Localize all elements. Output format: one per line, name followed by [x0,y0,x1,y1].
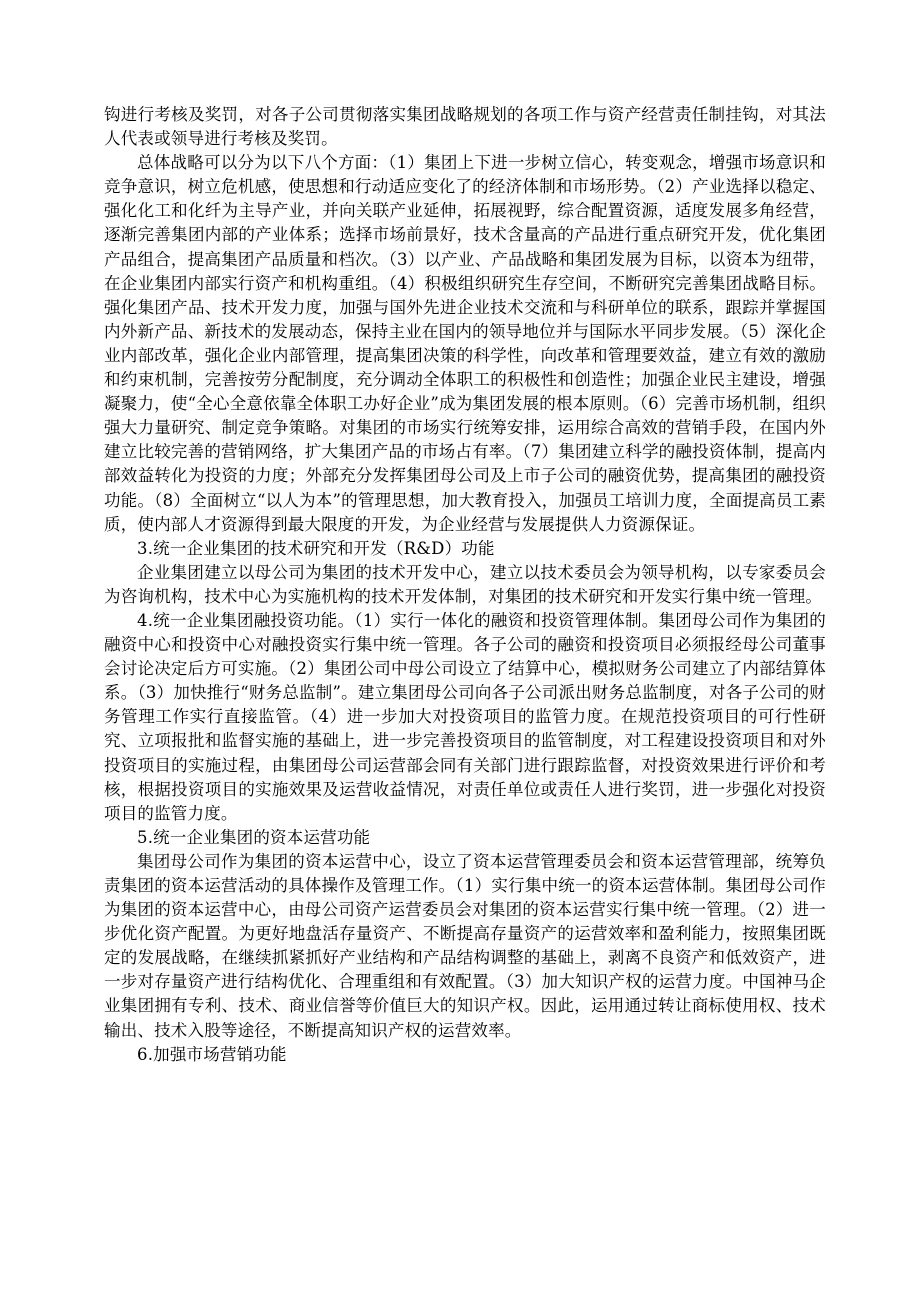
document-body [104,103,826,1067]
section-heading-capital-operation: 5.统一企业集团的资本运营功能 [137,827,371,847]
paragraph-overall-strategy: 总体战略可以分为以下八个方面：（1）集团上下进一步树立信心，转变观念，增强市场意识和竞争意识，树立危机感，使思想和行动适应变化了的经济体制和市场形势。（2）产业选择以稳定、强化化工和化纤为主导产业，并向关联产业延伸，拓展视野，综合配置资源，适度发展多角经营，逐渐完善集团内部的产业体系；选择市场前景好，技术含量高的产品进行重点研究开发，优化集团产品组合，提高集团产品质量和档次。（3）以产业、产品战略和集团发展为目标，以资本为纽带，在企业集团内部实行资产和机构重组。（4）积极组织研究生存空间，不断研究完善集团战略目标。强化集团产品、技术开发力度，加强与国外先进企业技术交流和与科研单位的联系，跟踪并掌握国内外新产品、新技术的发展动态，保持主业在国内的领导地位并与国际水平同步发展。（5）深化企业内部改革，强化企业内部管理，提高集团决策的科学性，向改革和管理要效益，建立有效的激励和约束机制，完善按劳分配制度，充分调动全体职工的积极性和创造性；加强企业民主建设，增强凝聚力，使“全心全意依靠全体职工办好企业”成为集团发展的根本原则。（6）完善市场机制，组织强大力量研究、制定竞争策略。对集团的市场实行统筹安排，运用综合高效的营销手段，在国内外建立比较完善的营销网络，扩大集团产品的市场占有率。（7）集团建立科学的融投资体制，提高内部效益转化为投资的力度；外部充分发挥集团母公司及上市子公司的融资优势，提高集团的融投资功能。（8）全面树立“以人为本”的管理思想，加大教育投入，加强员工培训力度，全面提高员工素质，使内部人才资源得到最大限度的开发，为企业经营与发展提供人力资源保证。 [104,153,826,534]
paragraph-continuation: 钩进行考核及奖罚，对各子公司贯彻落实集团战略规划的各项工作与资产经营责任制挂钩，对其法人代表或领导进行考核及奖罚。 [104,105,826,149]
paragraph-capital-operation: 集团母公司作为集团的资本运营中心，设立了资本运营管理委员会和资本运营管理部，统筹负责集团的资本运营活动的具体操作及管理工作。（1）实行集中统一的资本运营体制。集团母公司作为集团的资本运营中心，由母公司资产运营委员会对集团的资本运营实行集中统一管理。（2）进一步优化资产配置。为更好地盘活存量资产、不断提高存量资产的运营效率和盈利能力，按照集团既定的发展战略，在继续抓紧抓好产业结构和产品结构调整的基础上，剥离不良资产和低效资产，进一步对存量资产进行结构优化、合理重组和有效配置。（3）加大知识产权的运营力度。中国神马企业集团拥有专利、技术、商业信誉等价值巨大的知识产权。因此，运用通过转让商标使用权、技术输出、技术入股等途径，不断提高知识产权的运营效率。 [104,851,826,1040]
section-heading-rd: 3.统一企业集团的技术研究和开发（R&D）功能 [137,538,495,558]
section-heading-marketing: 6.加强市场营销功能 [137,1044,287,1064]
paragraph-rd: 企业集团建立以母公司为集团的技术开发中心，建立以技术委员会为领导机构，以专家委员会为咨询机构，技术中心为实施机构的技术开发体制，对集团的技术研究和开发实行集中统一管理。 [104,562,826,606]
paragraph-financing-investment: 4.统一企业集团融投资功能。（1）实行一体化的融资和投资管理体制。集团母公司作为集团的融资中心和投资中心对融投资实行集中统一管理。各子公司的融资和投资项目必须报经母公司董事会讨论决定后方可实施。（2）集团公司中母公司设立了结算中心，模拟财务公司建立了内部结算体系。（3）加快推行“财务总监制”。建立集团母公司向各子公司派出财务总监制度，对各子公司的财务管理工作实行直接监管。（4）进一步加大对投资项目的监管力度。在规范投资项目的可行性研究、立项报批和监督实施的基础上，进一步完善投资项目的监管制度，对工程建设投资项目和对外投资项目的实施过程，由集团母公司运营部会同有关部门进行跟踪监督，对投资效果进行评价和考核，根据投资项目的实施效果及运营收益情况，对责任单位或责任人进行奖罚，进一步强化对投资项目的监管力度。 [104,610,826,823]
